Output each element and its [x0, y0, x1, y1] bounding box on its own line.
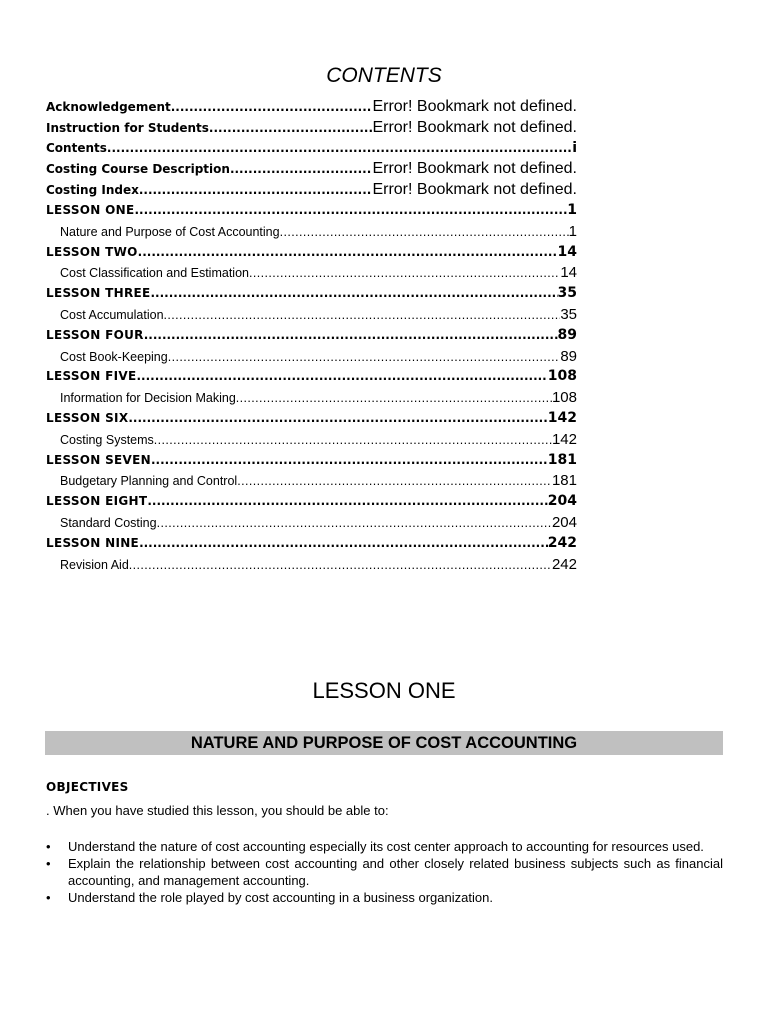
toc-lesson-entry[interactable] [46, 535, 577, 556]
toc-subentry[interactable] [46, 472, 577, 493]
toc-lesson-entry[interactable] [46, 244, 577, 265]
toc-entry-title: LESSON NINE [46, 535, 140, 550]
toc-entry-page: 204 [551, 513, 577, 531]
bullet-icon: • [46, 890, 51, 905]
toc-entry-title: LESSON TWO [46, 244, 138, 259]
toc-entry-page: Error! Bookmark not defined. [372, 160, 577, 178]
toc-entry-title: Acknowledgement [46, 100, 171, 114]
toc-entry-title: LESSON EIGHT [46, 494, 148, 509]
dot-leader [157, 516, 552, 530]
objectives-list [46, 838, 723, 906]
dot-leader [280, 225, 569, 239]
toc-entry-title: LESSON SEVEN [46, 452, 151, 467]
toc-entry-page: Error! Bookmark not defined. [372, 98, 577, 115]
toc-entry[interactable] [46, 181, 577, 202]
toc-subentry[interactable] [46, 514, 577, 535]
list-item [46, 889, 723, 906]
toc-entry-title: LESSON FIVE [46, 369, 137, 384]
toc-lesson-entry[interactable] [46, 202, 577, 223]
toc-entry-page: Error! Bookmark not defined. [372, 118, 577, 136]
toc-entry-title: Costing Course Description [46, 162, 230, 177]
dot-leader [147, 494, 547, 508]
toc-entry[interactable] [46, 140, 577, 161]
toc-entry-page: 142 [547, 409, 577, 426]
dot-leader [134, 203, 567, 217]
dot-leader [129, 558, 552, 572]
toc-lesson-entry[interactable] [46, 452, 577, 473]
dot-leader [237, 474, 552, 488]
list-item [46, 838, 723, 855]
table-of-contents [46, 98, 577, 576]
toc-entry-title: Nature and Purpose of Cost Accounting [60, 224, 280, 239]
list-item-text: Understand the role played by cost accounting in a business organization. [68, 890, 493, 905]
toc-entry-page: i [572, 139, 577, 156]
dot-leader [171, 100, 373, 114]
toc-entry-title: Information for Decision Making [60, 391, 236, 406]
objectives-heading: OBJECTIVES [46, 780, 129, 794]
dot-leader [151, 453, 548, 467]
toc-entry-page: Error! Bookmark not defined. [372, 181, 577, 199]
dot-leader [139, 536, 548, 550]
toc-entry-page: 181 [547, 451, 577, 468]
toc-entry-title: Costing Systems [60, 432, 154, 447]
dot-leader [139, 183, 373, 197]
list-item [46, 855, 723, 889]
toc-entry-title: Budgetary Planning and Control [60, 474, 238, 489]
bullet-icon: • [46, 856, 51, 871]
dot-leader [209, 121, 373, 135]
dot-leader [107, 141, 572, 155]
dot-leader [144, 328, 558, 342]
toc-subentry[interactable] [46, 431, 577, 452]
toc-entry-title: LESSON THREE [46, 286, 151, 301]
toc-entry-title: Instruction for Students [46, 120, 209, 135]
toc-subentry[interactable] [46, 223, 577, 244]
toc-entry-page: 108 [547, 368, 577, 385]
contents-title: CONTENTS [326, 64, 442, 87]
toc-entry-title: Revision Aid [60, 557, 129, 572]
lesson-heading: LESSON ONE [312, 678, 456, 703]
toc-subentry[interactable] [46, 389, 577, 410]
toc-entry-page: 35 [557, 285, 577, 302]
toc-subentry[interactable] [46, 306, 577, 327]
toc-entry-title: Cost Book-Keeping [60, 349, 168, 364]
toc-lesson-entry[interactable] [46, 410, 577, 431]
toc-entry-title: Cost Classification and Estimation [60, 266, 249, 281]
toc-entry-title: LESSON SIX [46, 410, 129, 425]
toc-entry-page: 142 [551, 430, 577, 448]
list-item-text: Understand the nature of cost accounting especially its cost center approach to accounting for resources used. [68, 839, 704, 854]
list-item-text: Explain the relationship between cost accounting and other closely related business subjects such as financial accounting, and management accounting. [68, 856, 723, 888]
toc-lesson-entry[interactable] [46, 285, 577, 306]
toc-entry-title: LESSON FOUR [46, 327, 144, 342]
toc-entry[interactable] [46, 119, 577, 140]
toc-lesson-entry[interactable] [46, 493, 577, 514]
dot-leader [136, 369, 547, 383]
toc-entry-title: Cost Accumulation [60, 307, 164, 322]
toc-entry-page: 1 [568, 222, 577, 240]
toc-lesson-entry[interactable] [46, 327, 577, 348]
dot-leader [128, 411, 547, 425]
toc-entry-page: 181 [551, 472, 577, 490]
toc-entry-page: 108 [551, 389, 577, 407]
dot-leader [236, 391, 552, 405]
toc-entry-title: Costing Index [46, 183, 139, 198]
toc-entry-title: LESSON ONE [46, 202, 135, 217]
toc-entry-page: 14 [560, 264, 577, 282]
dot-leader [164, 308, 561, 322]
toc-subentry[interactable] [46, 556, 577, 577]
toc-entry-page: 1 [567, 201, 577, 218]
toc-lesson-entry[interactable] [46, 368, 577, 389]
toc-subentry[interactable] [46, 348, 577, 369]
toc-entry-page: 204 [547, 493, 577, 510]
objectives-intro: . When you have studied this lesson, you should be able to: [46, 803, 389, 818]
toc-entry-page: 242 [551, 555, 577, 573]
dot-leader [230, 162, 373, 176]
toc-entry-title: Contents [46, 140, 107, 155]
dot-leader [154, 433, 552, 447]
toc-entry-page: 89 [557, 326, 577, 343]
toc-subentry[interactable] [46, 264, 577, 285]
toc-entry-page: 242 [547, 534, 577, 551]
lesson-title-banner: NATURE AND PURPOSE OF COST ACCOUNTING [45, 731, 723, 755]
dot-leader [150, 286, 557, 300]
dot-leader [138, 245, 558, 259]
toc-entry-title: Standard Costing [60, 515, 157, 530]
toc-entry[interactable] [46, 98, 577, 119]
toc-entry[interactable] [46, 160, 577, 181]
dot-leader [168, 350, 561, 364]
toc-entry-page: 35 [560, 305, 577, 323]
bullet-icon: • [46, 839, 51, 854]
dot-leader [249, 266, 560, 280]
toc-entry-page: 14 [557, 243, 577, 260]
toc-entry-page: 89 [560, 347, 577, 365]
